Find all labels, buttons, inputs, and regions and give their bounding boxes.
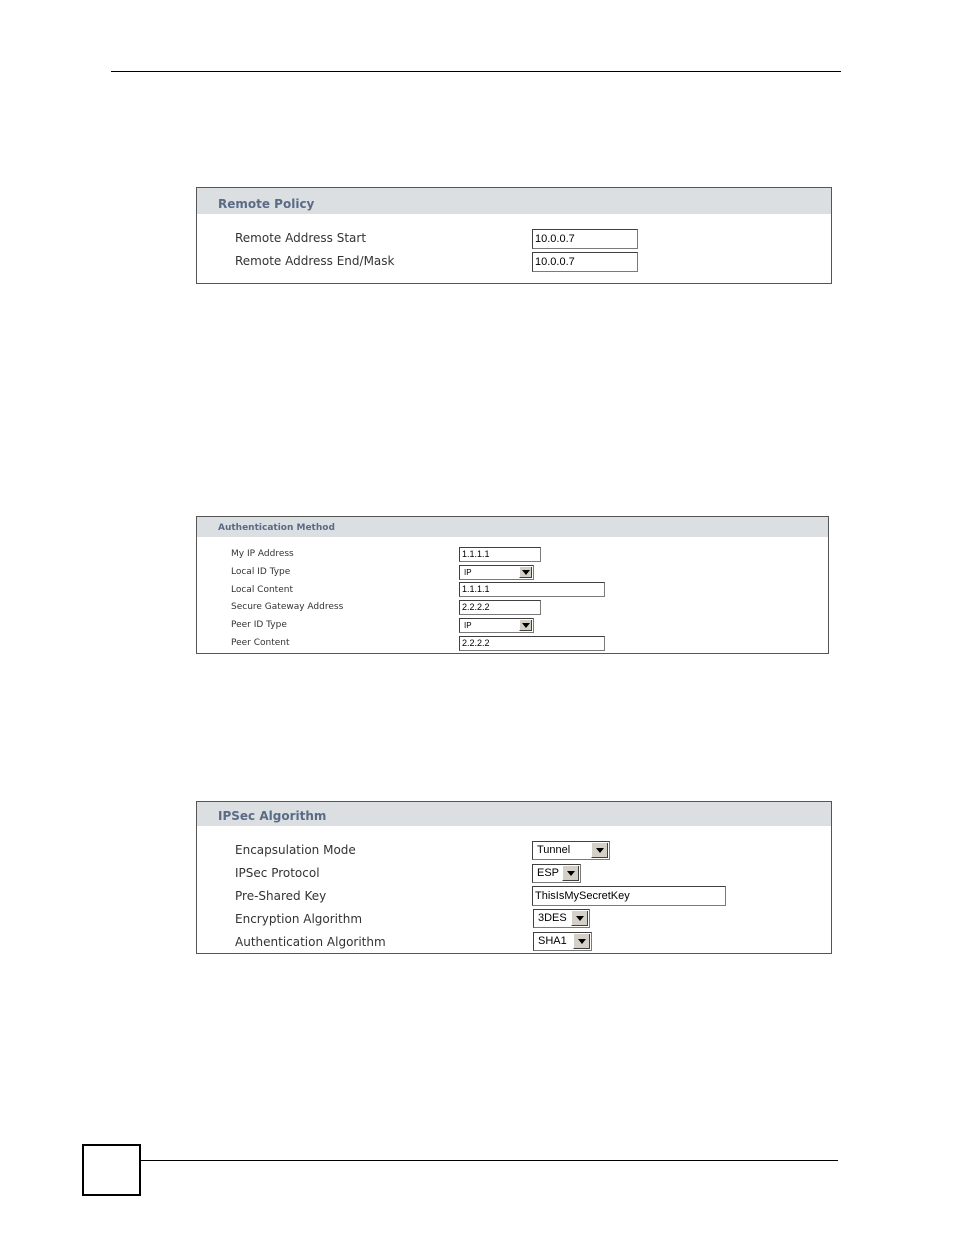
pre-shared-key-input[interactable]: ThisIsMySecretKey: [532, 886, 726, 906]
encapsulation-mode-select[interactable]: [532, 841, 610, 860]
chevron-down-icon[interactable]: [519, 620, 532, 631]
local-content-input[interactable]: 1.1.1.1: [459, 582, 605, 597]
local-id-type-label: Local ID Type: [231, 567, 291, 577]
peer-content-input[interactable]: 2.2.2.2: [459, 636, 605, 651]
encryption-algorithm-select[interactable]: [533, 909, 590, 928]
ipsec-protocol-label: IPSec Protocol: [235, 866, 320, 880]
ipsec-algorithm-panel: [196, 801, 832, 954]
local-id-type-select[interactable]: [459, 565, 534, 580]
footer-rule: [140, 1160, 838, 1161]
local-content-label: Local Content: [231, 585, 293, 595]
secure-gateway-address-label: Secure Gateway Address: [231, 602, 344, 612]
ipsec-protocol-select[interactable]: [532, 864, 581, 883]
remote-address-start-input[interactable]: 10.0.0.7: [532, 229, 638, 249]
chevron-down-icon[interactable]: [591, 843, 608, 858]
authentication-algorithm-select[interactable]: [533, 932, 592, 951]
chevron-down-icon[interactable]: [562, 866, 579, 881]
chevron-down-icon[interactable]: [573, 934, 590, 949]
authentication-method-panel: [196, 516, 829, 654]
remote-address-end-mask-label: Remote Address End/Mask: [235, 254, 395, 268]
remote-address-start-label: Remote Address Start: [235, 231, 367, 245]
remote-policy-panel: [196, 187, 832, 284]
encapsulation-mode-value: Tunnel: [537, 844, 571, 856]
peer-id-type-label: Peer ID Type: [231, 620, 287, 630]
header-rule: [111, 71, 841, 72]
authentication-algorithm-value: SHA1: [538, 935, 567, 947]
peer-id-type-select[interactable]: [459, 618, 534, 633]
chevron-down-icon[interactable]: [519, 567, 532, 578]
pre-shared-key-label: Pre-Shared Key: [235, 889, 327, 903]
ipsec-algorithm-title: IPSec Algorithm: [197, 802, 831, 826]
authentication-method-title: Authentication Method: [197, 517, 828, 537]
chevron-down-icon[interactable]: [571, 911, 588, 926]
remote-address-end-mask-input[interactable]: 10.0.0.7: [532, 252, 638, 272]
peer-id-type-value: IP: [464, 621, 472, 630]
encryption-algorithm-value: 3DES: [538, 912, 567, 924]
secure-gateway-address-input[interactable]: 2.2.2.2: [459, 600, 541, 615]
page-number-box: [82, 1144, 141, 1196]
my-ip-address-input[interactable]: 1.1.1.1: [459, 547, 541, 562]
local-id-type-value: IP: [464, 568, 472, 577]
encapsulation-mode-label: Encapsulation Mode: [235, 843, 356, 857]
authentication-algorithm-label: Authentication Algorithm: [235, 935, 386, 949]
ipsec-protocol-value: ESP: [537, 867, 560, 879]
peer-content-label: Peer Content: [231, 638, 290, 648]
my-ip-address-label: My IP Address: [231, 549, 294, 559]
encryption-algorithm-label: Encryption Algorithm: [235, 912, 363, 926]
remote-policy-title: Remote Policy: [197, 188, 831, 214]
